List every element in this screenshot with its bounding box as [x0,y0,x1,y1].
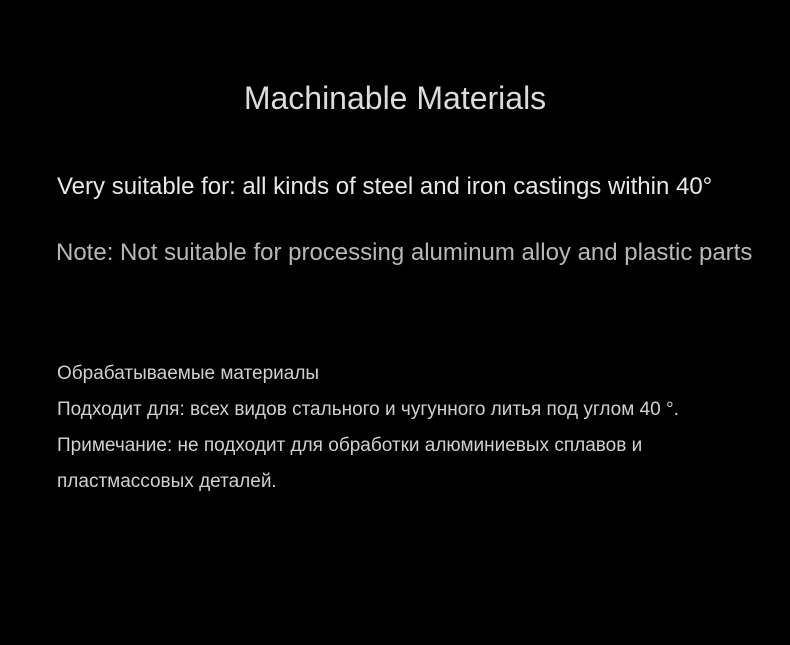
russian-note-line-2: пластмассовых деталей. [57,471,277,492]
note-text: Note: Not suitable for processing aluminum alloy and plastic parts [56,239,753,266]
russian-note-line-1: Примечание: не подходит для обработки алюминиевых сплавов и [57,435,643,456]
russian-description [57,356,777,500]
page-title: Machinable Materials [243,80,547,116]
suitable-text: Very suitable for: all kinds of steel and iron castings within 40° [57,173,713,200]
russian-suitable-text: Подходит для: всех видов стального и чугунного литья под углом 40 °. [57,399,679,420]
russian-heading: Обрабатываемые материалы [57,363,320,384]
